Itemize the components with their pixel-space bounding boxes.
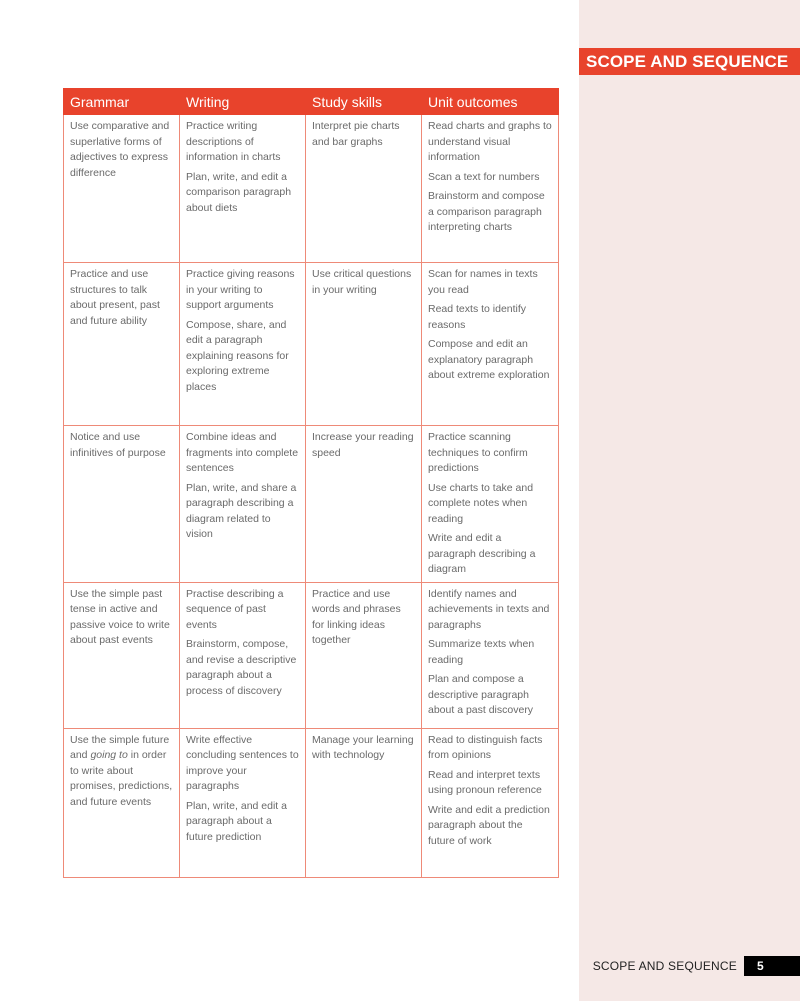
table-header-row (64, 89, 559, 115)
study-skills-cell (306, 582, 422, 728)
grammar-cell (64, 426, 180, 583)
cell-text: Brainstorm, compose, and revise a descriptive paragraph about a process of discovery (186, 638, 297, 697)
cell-text: Use critical questions in your writing (312, 268, 412, 296)
cell-text: Plan, write, and edit a paragraph about a future prediction (186, 799, 287, 843)
study-skills-cell (306, 263, 422, 426)
cell-text: Read to distinguish facts from opinions (428, 733, 543, 761)
cell-text: Plan and compose a descriptive paragraph about a past discovery (428, 673, 534, 716)
cell-text: Identify names and achievements in texts and paragraphs (428, 587, 550, 631)
outcomes-cell (422, 582, 559, 728)
scope-sequence-table (63, 88, 559, 878)
cell-text: Scan a text for numbers (428, 170, 540, 183)
grammar-cell (64, 582, 180, 728)
cell-text: Read charts and graphs to understand visual information (428, 120, 552, 163)
cell-text: Write effective concluding sentences to improve your paragraphs (186, 733, 299, 792)
section-title: SCOPE AND SEQUENCE (579, 48, 800, 75)
cell-text: Scan for names in texts you read (428, 268, 538, 296)
writing-cell (180, 263, 306, 426)
cell-text: Use comparative and superlative forms of adjectives to express difference (70, 120, 170, 179)
table-row (64, 426, 559, 583)
grammar-cell (64, 263, 180, 426)
writing-cell (180, 115, 306, 263)
table-row (64, 263, 559, 426)
column-header-unit-outcomes: Unit outcomes (422, 89, 559, 115)
study-skills-cell (306, 728, 422, 877)
cell-text (70, 733, 173, 811)
page-number: 5 (744, 956, 800, 976)
cell-text: Plan, write, and edit a comparison paragraph about diets (186, 170, 292, 214)
cell-text: Brainstorm and compose a comparison paragraph interpreting charts (428, 190, 545, 233)
grammar-cell (64, 728, 180, 877)
footer-label: SCOPE AND SEQUENCE (592, 959, 737, 973)
cell-text: Increase your reading speed (312, 431, 414, 459)
table-row (64, 728, 559, 877)
cell-text-part: Use the simple future and (70, 733, 170, 761)
cell-text: Plan, write, and share a paragraph describing a diagram related to vision (186, 481, 297, 540)
outcomes-cell (422, 426, 559, 583)
cell-text: Practice scanning techniques to confirm predictions (428, 431, 528, 474)
writing-cell (180, 582, 306, 728)
cell-text: Write and edit a paragraph describing a diagram (428, 532, 536, 575)
study-skills-cell (306, 426, 422, 583)
cell-text: Practice writing descriptions of information in charts (186, 120, 281, 163)
column-header-study-skills: Study skills (306, 89, 422, 115)
cell-text: Notice and use infinitives of purpose (70, 431, 166, 459)
cell-text: Practice and use words and phrases for linking ideas together (312, 587, 401, 646)
outcomes-cell (422, 263, 559, 426)
writing-cell (180, 426, 306, 583)
cell-text: Compose, share, and edit a paragraph explaining reasons for exploring extreme places (186, 318, 289, 393)
cell-text: Read and interpret texts using pronoun reference (428, 768, 542, 796)
cell-text-italic: going to (90, 749, 128, 761)
table-row (64, 582, 559, 728)
cell-text: Manage your learning with technology (312, 733, 414, 761)
cell-text: Practice and use structures to talk about present, past and future ability (70, 268, 160, 327)
cell-text: Interpret pie charts and bar graphs (312, 120, 400, 148)
page-footer (593, 956, 800, 976)
table-row (64, 115, 559, 263)
column-header-grammar: Grammar (64, 89, 180, 115)
cell-text: Practise describing a sequence of past events (186, 587, 284, 631)
grammar-cell (64, 115, 180, 263)
cell-text: Combine ideas and fragments into complete sentences (186, 431, 299, 474)
cell-text: Summarize texts when reading (428, 638, 535, 666)
cell-text: Use the simple past tense in active and passive voice to write about past events (70, 587, 170, 646)
cell-text: Compose and edit an explanatory paragraph about extreme exploration (428, 338, 550, 381)
cell-text: Write and edit a prediction paragraph about the future of work (428, 803, 550, 847)
outcomes-cell (422, 115, 559, 263)
column-header-writing: Writing (180, 89, 306, 115)
outcomes-cell (422, 728, 559, 877)
cell-text: Use charts to take and complete notes when reading (428, 481, 534, 525)
study-skills-cell (306, 115, 422, 263)
cell-text: Practice giving reasons in your writing to support arguments (186, 268, 295, 311)
cell-text-part: in order to write about promises, predictions, and future events (70, 749, 173, 808)
cell-text: Read texts to identify reasons (428, 303, 527, 331)
writing-cell (180, 728, 306, 877)
side-panel (579, 0, 800, 1001)
